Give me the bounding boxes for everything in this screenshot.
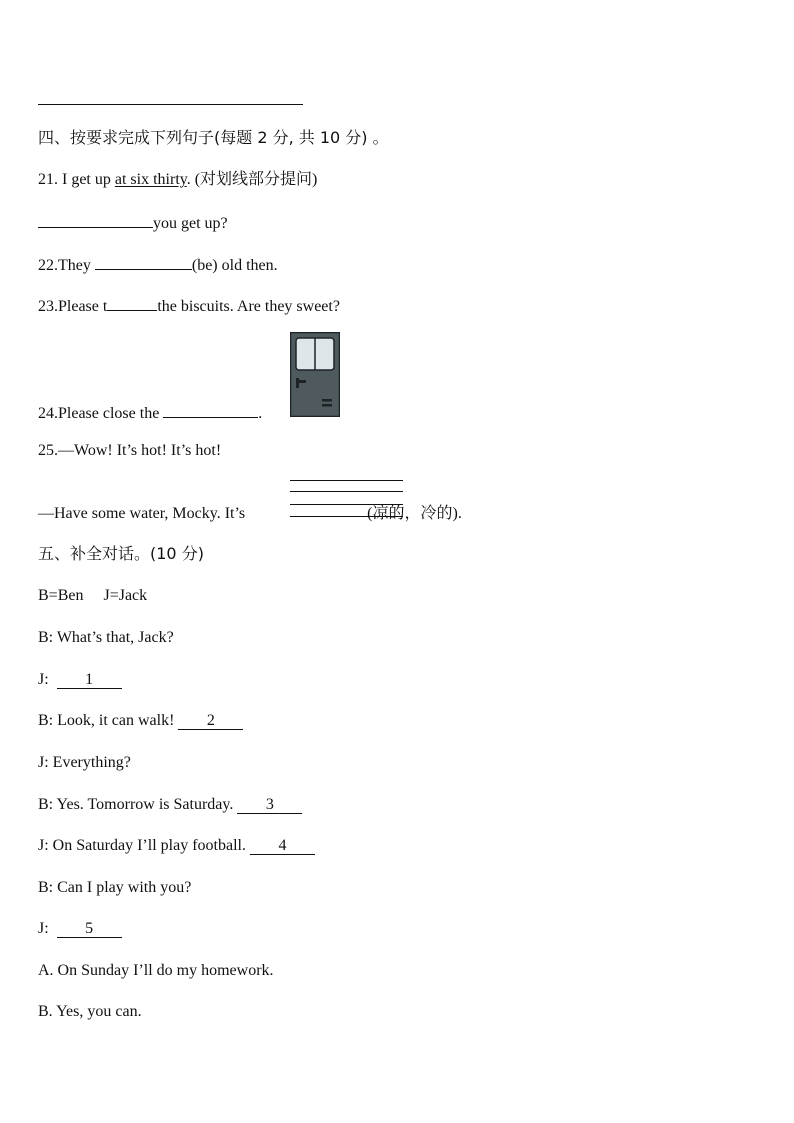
question-21-answer xyxy=(38,212,228,234)
dialogue-blank-3[interactable]: 3 xyxy=(237,797,302,814)
dialogue-line-4 xyxy=(38,753,131,773)
q23-prefix: 23.Please t xyxy=(38,298,108,315)
dialogue-text: B: What’s that, Jack? xyxy=(38,629,174,646)
dialogue-blank-1[interactable]: 1 xyxy=(57,672,122,689)
section-4-title: 四、按要求完成下列句子(每题 2 分, 共 10 分) 。 xyxy=(38,128,389,147)
q24-prefix: 24.Please close the xyxy=(38,405,164,422)
option-b: B. Yes, you can. xyxy=(38,1003,142,1020)
dialogue-text: B: Yes. Tomorrow is Saturday. xyxy=(38,796,238,813)
q23-blank[interactable] xyxy=(107,295,157,311)
dialogue-line-3 xyxy=(38,711,243,731)
dialogue-text: B: Look, it can walk! xyxy=(38,712,179,729)
q24-suffix: . xyxy=(258,405,263,422)
dialogue-line-6 xyxy=(38,836,315,856)
q22-suffix: (be) old then. xyxy=(191,257,278,274)
dialogue-blank-5[interactable]: 5 xyxy=(57,921,122,938)
question-25-line1: 25.—Wow! It’s hot! It’s hot! xyxy=(38,442,222,459)
dialogue-line-5 xyxy=(38,795,302,815)
dialogue-text: J: On Saturday I’ll play football. xyxy=(38,837,250,854)
question-24 xyxy=(38,402,262,424)
speakers-legend: B=Ben J=Jack xyxy=(38,587,148,604)
dialogue-line-2 xyxy=(38,670,122,690)
q25-prefix: —Have some water, Mocky. It’s xyxy=(38,505,246,522)
question-21 xyxy=(38,170,317,190)
q21-suffix: . (对划线部分提问) xyxy=(186,171,318,188)
dialogue-text: J: xyxy=(38,671,53,688)
door-icon xyxy=(290,332,340,417)
q22-prefix: 22.They xyxy=(38,257,95,274)
q25-suffix: (凉的，冷的). xyxy=(367,505,462,522)
dialogue-text: B: Can I play with you? xyxy=(38,879,192,896)
dialogue-line-1 xyxy=(38,628,174,648)
q23-suffix: the biscuits. Are they sweet? xyxy=(157,298,340,315)
dialogue-text: J: xyxy=(38,920,53,937)
dialogue-text: J: Everything? xyxy=(38,754,131,771)
q24-blank[interactable] xyxy=(163,402,258,418)
section-5-title: 五、补全对话。(10 分) xyxy=(38,544,204,563)
question-23 xyxy=(38,295,340,317)
question-22 xyxy=(38,254,278,276)
dialogue-blank-4[interactable]: 4 xyxy=(250,838,315,855)
dialogue-line-8 xyxy=(38,919,122,939)
q21-answer-suffix: you get up? xyxy=(153,215,228,232)
dialogue-line-7 xyxy=(38,878,191,898)
option-a: A. On Sunday I’ll do my homework. xyxy=(38,962,274,979)
question-25-line2 xyxy=(38,504,462,524)
q21-blank[interactable] xyxy=(38,212,153,228)
q21-underlined: at six thirty xyxy=(114,171,187,188)
q22-blank[interactable] xyxy=(95,254,192,270)
dialogue-blank-2[interactable]: 2 xyxy=(178,713,243,730)
q21-prefix: 21. I get up xyxy=(38,171,115,188)
answer-line-top xyxy=(38,104,303,105)
